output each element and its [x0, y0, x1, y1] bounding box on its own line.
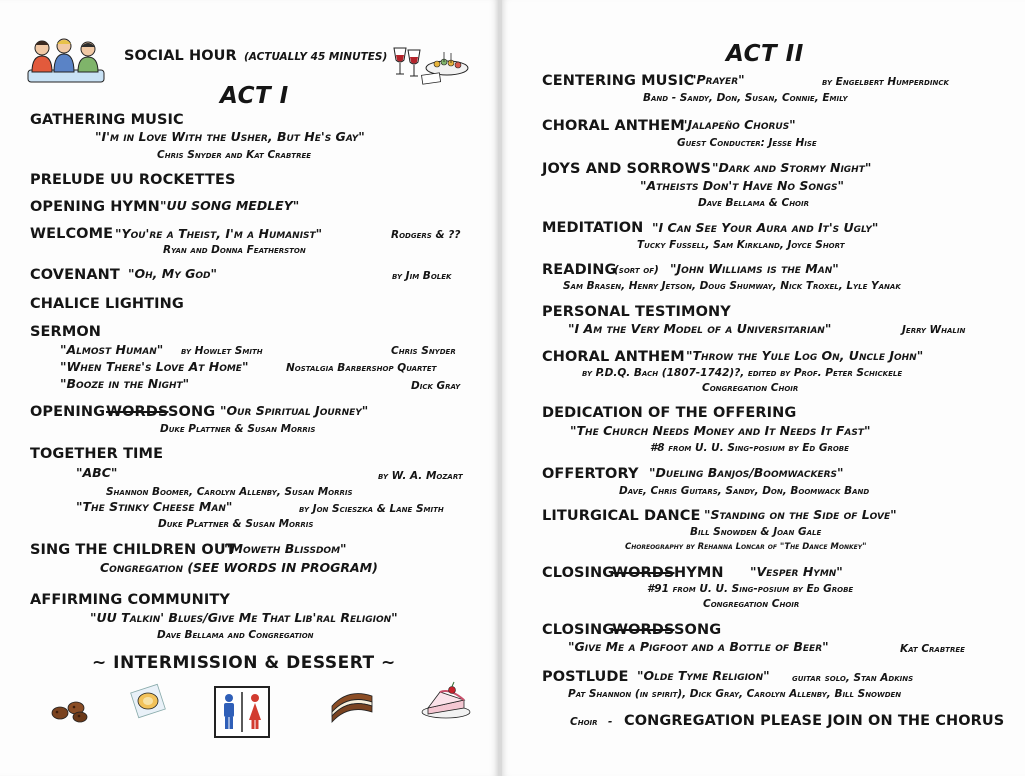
sermon-item-piece: "Booze in the Night"	[60, 376, 190, 391]
closing-song-credit: Kat Crabtree	[900, 643, 965, 655]
closing-song-heading-b: SONG	[674, 622, 722, 638]
centering-music-piece: "Prayer"	[690, 72, 745, 87]
welcome-heading: WELCOME	[30, 226, 114, 242]
personal-testimony-piece: "I Am the Very Model of a Universitarian"	[568, 321, 832, 336]
people-at-table-icon	[26, 36, 106, 86]
welcome-credit: Ryan and Donna Featherston	[163, 244, 306, 256]
covenant-piece: "Oh, My God"	[128, 266, 217, 281]
chalice-lighting-heading: CHALICE LIGHTING	[30, 296, 184, 312]
closing-hymn-credit-two: Congregation Choir	[703, 598, 800, 610]
reading-heading: READING	[542, 262, 617, 278]
opening-hymn-heading: OPENING HYMN	[30, 199, 160, 215]
reading-piece: "John Williams is the Man"	[670, 261, 839, 276]
centering-music-credit: Band - Sandy, Don, Susan, Connie, Emily	[643, 92, 848, 104]
reading-credit: Sam Brasen, Henry Jetson, Doug Shumway, Nick Troxel, Lyle Yanak	[563, 280, 901, 292]
prelude-heading: PRELUDE	[30, 172, 105, 188]
centering-music-composer: by Engelbert Humperdinck	[822, 76, 949, 88]
abc-piece: "ABC"	[76, 465, 118, 480]
joys-sorrows-piece: "Dark and Stormy Night"	[712, 160, 872, 175]
sing-children-out-piece: "Moweth Blissdom"	[224, 541, 347, 556]
liturgical-dance-choreography: Choreography by Rehanna Loncar of "The Dance Monkey"	[625, 542, 867, 552]
affirming-community-piece: "UU Talkin' Blues/Give Me That Lib'ral Religion"	[90, 610, 398, 625]
closing-hymn-heading-struck: WORDS	[612, 565, 675, 581]
act-two-title: ACT II	[726, 41, 804, 67]
sing-children-out-credit: Congregation (SEE WORDS IN PROGRAM)	[100, 560, 378, 575]
gathering-music-piece: "I'm in Love With the Usher, But He's Gay"	[95, 129, 365, 144]
choral-anthem-two-heading: CHORAL ANTHEM	[542, 349, 685, 365]
footer-dash: -	[608, 716, 613, 728]
gathering-music-credit: Chris Snyder and Kat Crabtree	[157, 149, 312, 161]
abc-credit: Shannon Boomer, Carolyn Allenby, Susan Morris	[106, 486, 353, 498]
closing-song-heading-a: CLOSING	[542, 622, 615, 638]
opening-song-heading-a: OPENING	[30, 404, 106, 420]
wrapped-candy-icon	[128, 682, 168, 720]
prelude-performer: UU ROCKETTES	[110, 172, 236, 188]
meditation-piece: "I Can See Your Aura and It's Ugly"	[652, 220, 879, 235]
covenant-composer: by Jim Bolek	[392, 270, 452, 282]
meditation-credit: Tucky Fussell, Sam Kirkland, Joyce Short	[637, 239, 845, 251]
liturgical-dance-heading: LITURGICAL DANCE	[542, 508, 701, 524]
intermission-heading: ~ INTERMISSION & DESSERT ~	[92, 653, 396, 673]
closing-song-heading-struck: WORDS	[612, 622, 675, 638]
sermon-item-by: by Howlet Smith	[181, 345, 263, 357]
liturgical-dance-piece: "Standing on the Side of Love"	[704, 507, 897, 522]
meditation-heading: MEDITATION	[542, 220, 644, 236]
affirming-community-credit: Dave Bellama and Congregation	[157, 629, 314, 641]
abc-composer: by W. A. Mozart	[378, 470, 463, 482]
offertory-credit: Dave, Chris Guitars, Sandy, Don, Boomwack Band	[619, 485, 870, 497]
personal-testimony-heading: PERSONAL TESTIMONY	[542, 304, 731, 320]
footer-congregation-note: CONGREGATION PLEASE JOIN ON THE CHORUS	[624, 713, 1005, 729]
sermon-item-credit: Dick Gray	[411, 380, 461, 392]
liturgical-dance-credit: Bill Snowden & Joan Gale	[690, 526, 822, 538]
sermon-heading: SERMON	[30, 324, 102, 340]
closing-hymn-piece: "Vesper Hymn"	[750, 564, 843, 579]
welcome-composer: Rodgers & ??	[391, 229, 461, 241]
dedication-credit: #8 from U. U. Sing-posium by Ed Grobe	[650, 442, 849, 454]
opening-song-piece: "Our Spiritual Journey"	[220, 403, 369, 418]
act-one-title: ACT I	[220, 83, 289, 109]
joys-sorrows-heading: JOYS AND SORROWS	[542, 161, 712, 177]
sermon-item-credit: Nostalgia Barbershop Quartet	[286, 362, 437, 374]
ice-cream-sandwich-icon	[328, 686, 376, 724]
postlude-piece: "Olde Tyme Religion"	[637, 668, 770, 683]
cake-slice-icon	[420, 678, 472, 720]
stinky-cheese-authors: by Jon Scieszka & Lane Smith	[299, 503, 444, 515]
affirming-community-heading: AFFIRMING COMMUNITY	[30, 592, 230, 608]
dedication-piece: "The Church Needs Money and It Needs It Fast"	[570, 423, 871, 438]
stinky-cheese-piece: "The Stinky Cheese Man"	[76, 499, 233, 514]
offertory-piece: "Dueling Banjos/Boomwackers"	[649, 465, 844, 480]
opening-song-heading-b: SONG	[168, 404, 216, 420]
centering-music-heading: CENTERING MUSIC	[542, 73, 695, 89]
postlude-heading: POSTLUDE	[542, 669, 629, 685]
stinky-cheese-credit: Duke Plattner & Susan Morris	[158, 518, 314, 530]
choral-anthem-two-piece: "Throw the Yule Log On, Uncle John"	[686, 348, 924, 363]
cookies-icon	[48, 695, 92, 725]
offertory-heading: OFFERTORY	[542, 466, 639, 482]
reading-note: (sort of)	[614, 264, 659, 276]
opening-song-heading-struck: WORDS	[106, 404, 169, 420]
left-page	[0, 0, 498, 776]
footer-choir: Choir	[570, 716, 598, 728]
postlude-performer: guitar solo, Stan Adkins	[792, 672, 914, 684]
closing-hymn-heading-b: HYMN	[674, 565, 724, 581]
choral-anthem-two-credit: Congregation Choir	[702, 382, 799, 394]
welcome-piece: "You're a Theist, I'm a Humanist"	[115, 226, 323, 241]
personal-testimony-credit: Jerry Whalin	[902, 324, 966, 336]
closing-hymn-credit: #91 from U. U. Sing-posium by Ed Grobe	[647, 583, 854, 595]
gathering-music-heading: GATHERING MUSIC	[30, 112, 184, 128]
sermon-item-piece: "When There's Love At Home"	[60, 359, 249, 374]
together-time-heading: TOGETHER TIME	[30, 446, 164, 462]
choral-anthem-heading: CHORAL ANTHEM	[542, 118, 685, 134]
right-page	[502, 0, 1025, 776]
opening-hymn-piece: "UU SONG MEDLEY"	[160, 198, 300, 213]
joys-sorrows-piece: "Atheists Don't Have No Songs"	[640, 178, 844, 193]
social-hour-heading: SOCIAL HOUR	[124, 48, 237, 64]
choral-anthem-credit: Guest Conducter: Jesse Hise	[677, 137, 817, 149]
sing-children-out-heading: SING THE CHILDREN OUT	[30, 542, 236, 558]
choral-anthem-two-composer: by P.D.Q. Bach (1807-1742)?, edited by Prof. Peter Schickele	[582, 367, 903, 379]
closing-song-piece: "Give Me a Pigfoot and a Bottle of Beer"	[568, 639, 829, 654]
choral-anthem-piece: "Jalapeño Chorus"	[681, 117, 796, 132]
joys-sorrows-credit: Dave Bellama & Choir	[698, 197, 809, 209]
restroom-icon	[214, 686, 270, 738]
wine-glasses-and-appetizers-icon	[390, 44, 470, 86]
sermon-item-piece: "Almost Human"	[60, 342, 164, 357]
sermon-item-credit: Chris Snyder	[391, 345, 456, 357]
postlude-credit: Pat Shannon (in spirit), Dick Gray, Carolyn Allenby, Bill Snowden	[568, 688, 902, 700]
social-hour-note: (ACTUALLY 45 MINUTES)	[244, 51, 388, 63]
opening-song-credit: Duke Plattner & Susan Morris	[160, 423, 316, 435]
covenant-heading: COVENANT	[30, 267, 120, 283]
closing-hymn-heading-a: CLOSING	[542, 565, 615, 581]
dedication-heading: DEDICATION OF THE OFFERING	[542, 405, 797, 421]
